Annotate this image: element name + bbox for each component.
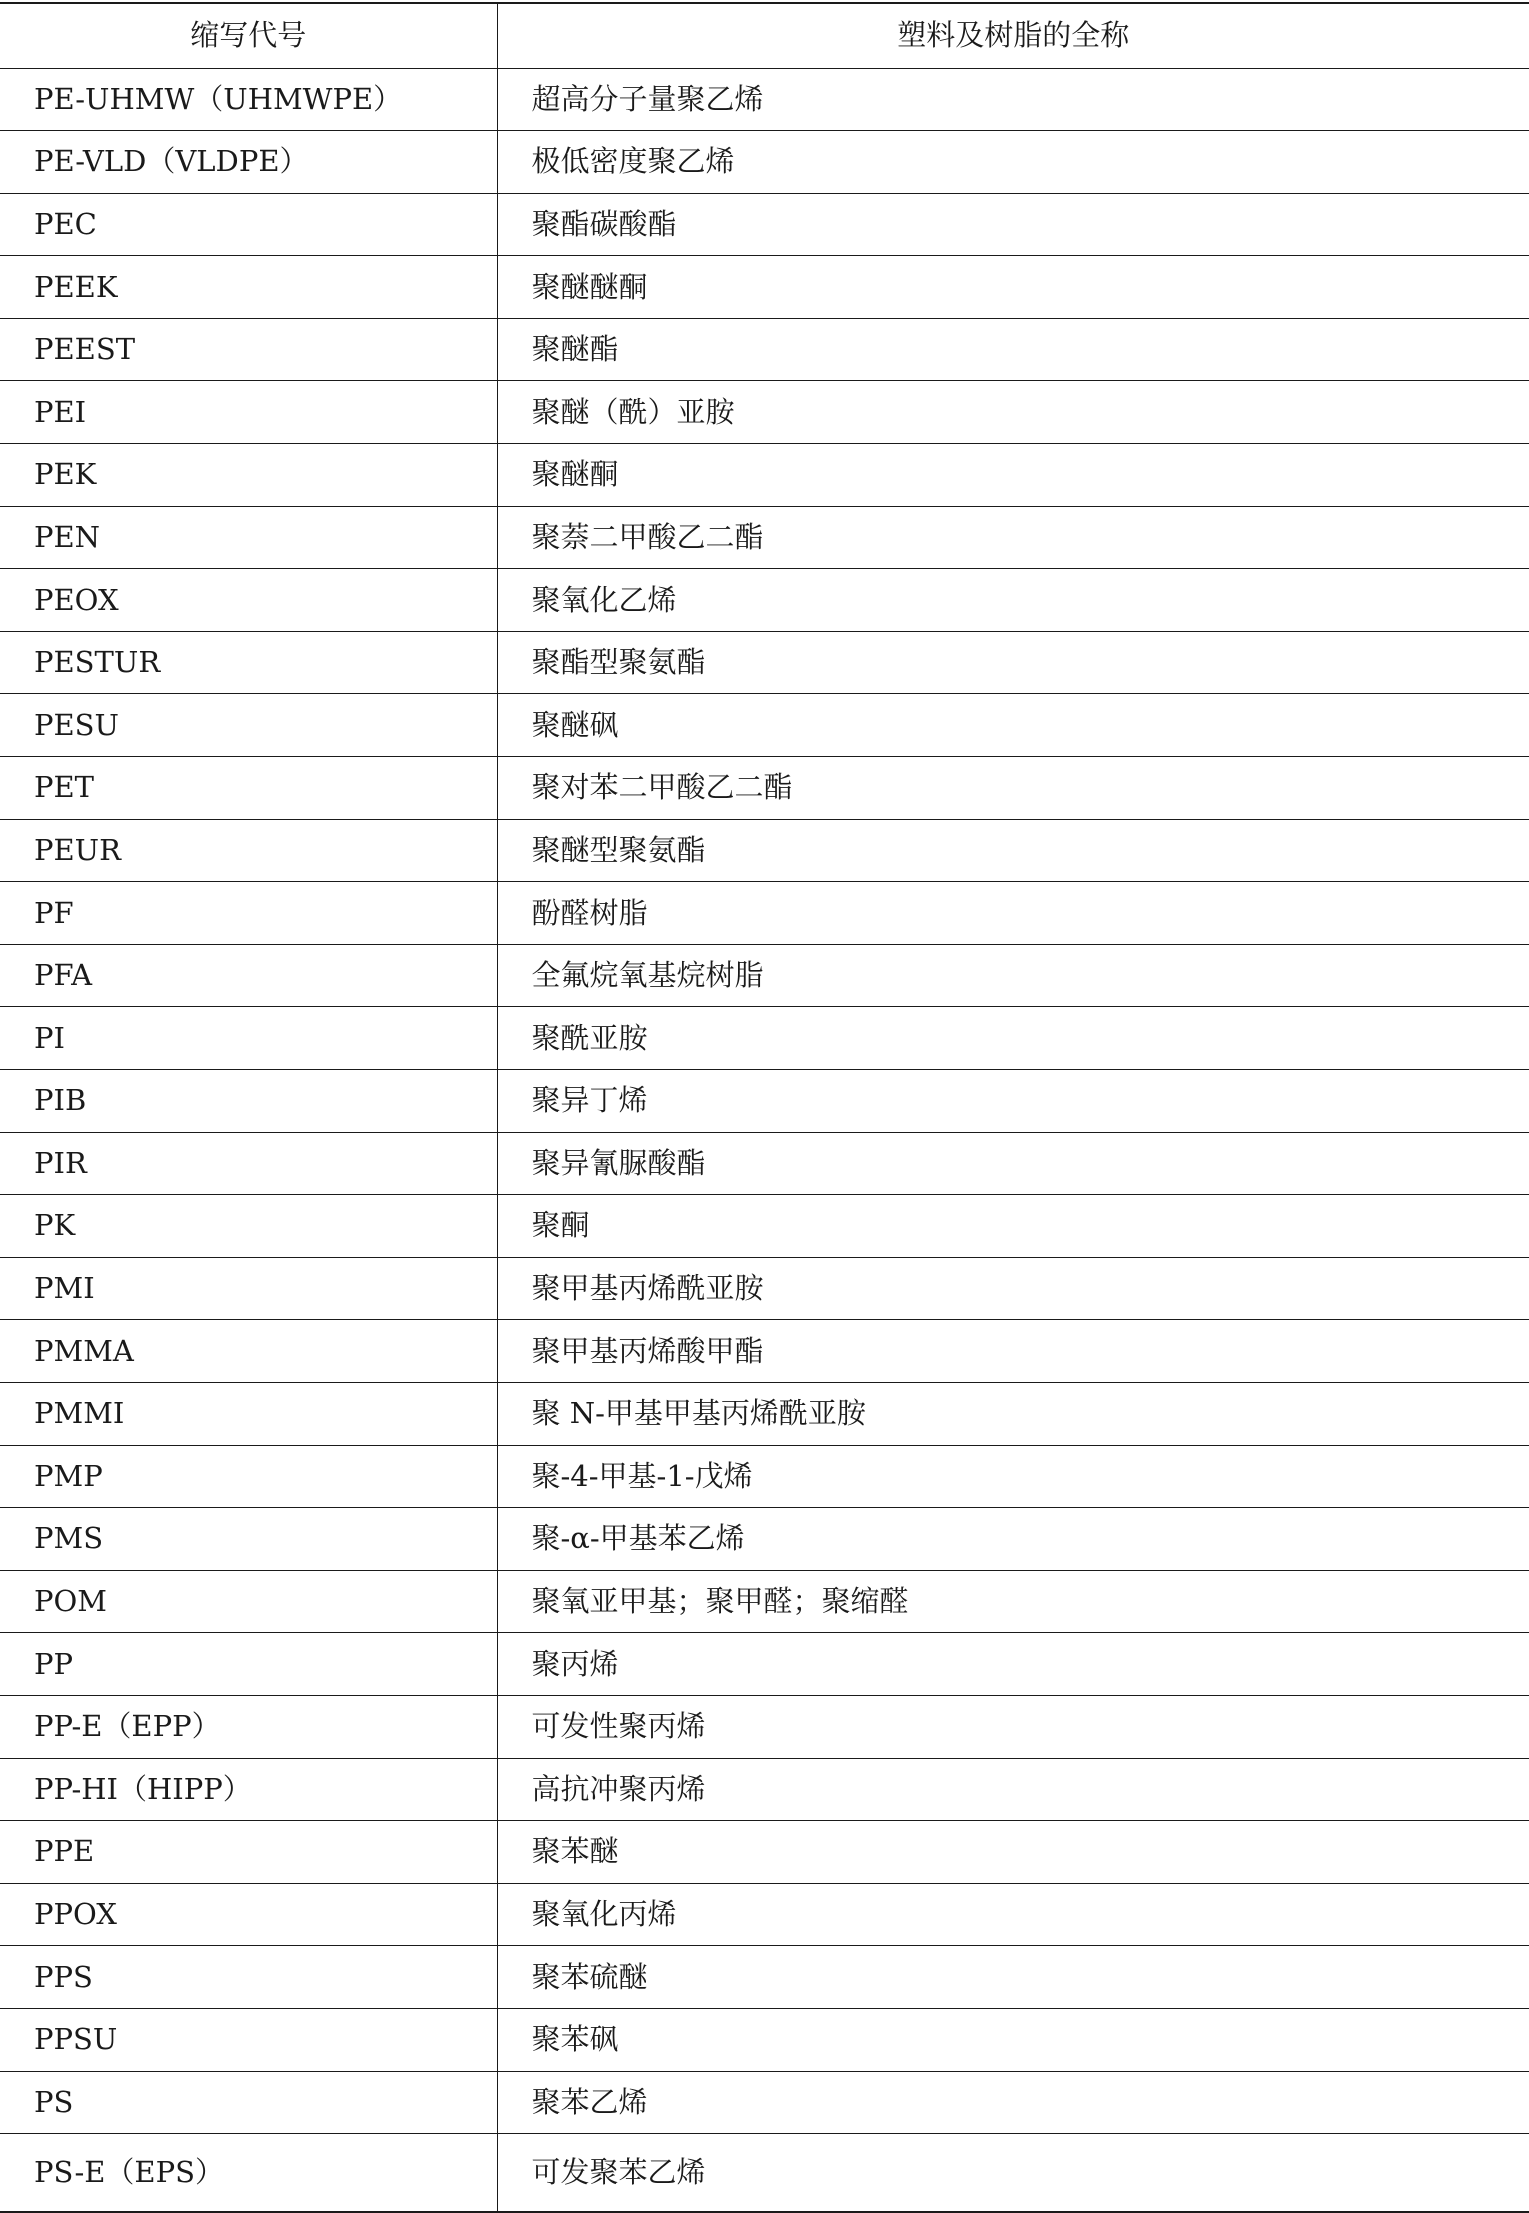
abbreviation-cell: PS-E（EPS） [0, 2134, 497, 2212]
abbreviation-cell: PPE [0, 1821, 497, 1884]
abbreviation-cell: PS [0, 2071, 497, 2134]
abbreviation-cell: PEK [0, 444, 497, 507]
table-row [0, 68, 1529, 131]
full-name-cell: 聚苯乙烯 [531, 2084, 648, 2119]
table-row [0, 381, 1529, 444]
table-row [0, 1257, 1529, 1320]
abbreviation-cell: PMI [0, 1257, 497, 1320]
abbreviation-cell: PIB [0, 1070, 497, 1133]
full-name-cell: 全氟烷氧基烷树脂 [531, 958, 764, 993]
table-row [0, 819, 1529, 882]
full-name-cell: 聚苯醚 [531, 1834, 619, 1869]
table-row [0, 882, 1529, 945]
table-row [0, 1508, 1529, 1571]
full-name-cell: 超高分子量聚乙烯 [531, 81, 764, 116]
abbreviation-cell: PMP [0, 1445, 497, 1508]
full-name-cell: 聚醚醚酮 [531, 269, 648, 304]
table-row [0, 1382, 1529, 1445]
full-name-cell: 聚酯碳酸酯 [531, 206, 677, 241]
table-row [0, 193, 1529, 256]
abbreviation-cell: PMMA [0, 1320, 497, 1383]
full-name-cell: 极低密度聚乙烯 [531, 144, 735, 179]
abbreviation-cell: PEUR [0, 819, 497, 882]
header-code: 缩写代号 [0, 3, 497, 68]
table-row [0, 1695, 1529, 1758]
full-name-cell: 聚酮 [531, 1208, 590, 1243]
abbreviation-cell: PI [0, 1007, 497, 1070]
full-name-cell: 聚醚酮 [531, 457, 619, 492]
table-row [0, 1758, 1529, 1821]
full-name-cell: 聚苯砜 [531, 2022, 619, 2057]
full-name-cell: 聚氧化丙烯 [531, 1897, 677, 1932]
abbreviation-cell: PK [0, 1195, 497, 1258]
header-full-name: 塑料及树脂的全称 [897, 18, 1130, 53]
abbreviation-cell: PEI [0, 381, 497, 444]
table-row [0, 1445, 1529, 1508]
full-name-cell: 聚 N-甲基甲基丙烯酰亚胺 [531, 1396, 866, 1431]
abbreviation-cell: PMS [0, 1508, 497, 1571]
full-name-cell: 聚苯硫醚 [531, 1959, 648, 1994]
abbreviation-cell: PE-UHMW（UHMWPE） [0, 68, 497, 131]
abbreviation-cell: PPOX [0, 1883, 497, 1946]
table-row [0, 757, 1529, 820]
abbreviation-cell: PPSU [0, 2008, 497, 2071]
abbreviation-cell: PE-VLD（VLDPE） [0, 131, 497, 194]
table-row [0, 1821, 1529, 1884]
table-body [0, 68, 1529, 2212]
full-name-cell: 聚-α-甲基苯乙烯 [531, 1521, 745, 1556]
full-name-cell: 聚醚砜 [531, 707, 619, 742]
full-name-cell: 聚萘二甲酸乙二酯 [531, 519, 764, 554]
table-row [0, 1570, 1529, 1633]
abbreviation-cell: PESU [0, 694, 497, 757]
full-name-cell: 聚甲基丙烯酸甲酯 [531, 1333, 764, 1368]
table-row [0, 1320, 1529, 1383]
full-name-cell: 聚对苯二甲酸乙二酯 [531, 770, 793, 805]
table-row [0, 1132, 1529, 1195]
table-row [0, 318, 1529, 381]
abbreviation-cell: PEOX [0, 569, 497, 632]
table-row [0, 256, 1529, 319]
abbreviation-cell: PEC [0, 193, 497, 256]
table-row [0, 694, 1529, 757]
full-name-cell: 聚酯型聚氨酯 [531, 645, 706, 680]
full-name-cell: 可发性聚丙烯 [531, 1709, 706, 1744]
abbreviation-table [0, 2, 1529, 2213]
abbreviation-cell: PEEST [0, 318, 497, 381]
full-name-cell: 聚醚型聚氨酯 [531, 832, 706, 867]
table-row [0, 1007, 1529, 1070]
full-name-cell: 聚酰亚胺 [531, 1020, 648, 1055]
table-row [0, 1195, 1529, 1258]
abbreviation-cell: PEN [0, 506, 497, 569]
table-row [0, 2134, 1529, 2212]
abbreviation-cell: POM [0, 1570, 497, 1633]
table-row [0, 631, 1529, 694]
table-row [0, 569, 1529, 632]
abbreviation-cell: PP [0, 1633, 497, 1696]
abbreviation-cell: PESTUR [0, 631, 497, 694]
table-row [0, 2071, 1529, 2134]
full-name-cell: 聚甲基丙烯酰亚胺 [531, 1271, 764, 1306]
abbreviation-cell: PFA [0, 944, 497, 1007]
full-name-cell: 可发聚苯乙烯 [531, 2154, 706, 2189]
full-name-cell: 聚醚（酰）亚胺 [531, 394, 735, 429]
abbreviation-cell: PEEK [0, 256, 497, 319]
full-name-cell: 聚异丁烯 [531, 1083, 648, 1118]
table-header-row [0, 3, 1529, 68]
table-row [0, 444, 1529, 507]
table-row [0, 944, 1529, 1007]
abbreviation-cell: PP-HI（HIPP） [0, 1758, 497, 1821]
full-name-cell: 聚异氰脲酸酯 [531, 1145, 706, 1180]
abbreviation-cell: PF [0, 882, 497, 945]
table-row [0, 131, 1529, 194]
abbreviation-cell: PMMI [0, 1382, 497, 1445]
full-name-cell: 聚氧化乙烯 [531, 582, 677, 617]
abbreviation-cell: PPS [0, 1946, 497, 2009]
full-name-cell: 高抗冲聚丙烯 [531, 1771, 706, 1806]
table-row [0, 1883, 1529, 1946]
full-name-cell: 聚丙烯 [531, 1646, 619, 1681]
full-name-cell: 聚-4-甲基-1-戊烯 [531, 1458, 753, 1493]
full-name-cell: 酚醛树脂 [531, 895, 648, 930]
table-row [0, 1946, 1529, 2009]
table-row [0, 2008, 1529, 2071]
full-name-cell: 聚氧亚甲基；聚甲醛；聚缩醛 [531, 1584, 909, 1619]
abbreviation-cell: PP-E（EPP） [0, 1695, 497, 1758]
table-row [0, 1633, 1529, 1696]
abbreviation-cell: PIR [0, 1132, 497, 1195]
table-row [0, 1070, 1529, 1133]
abbreviation-cell: PET [0, 757, 497, 820]
full-name-cell: 聚醚酯 [531, 332, 619, 367]
table-row [0, 506, 1529, 569]
